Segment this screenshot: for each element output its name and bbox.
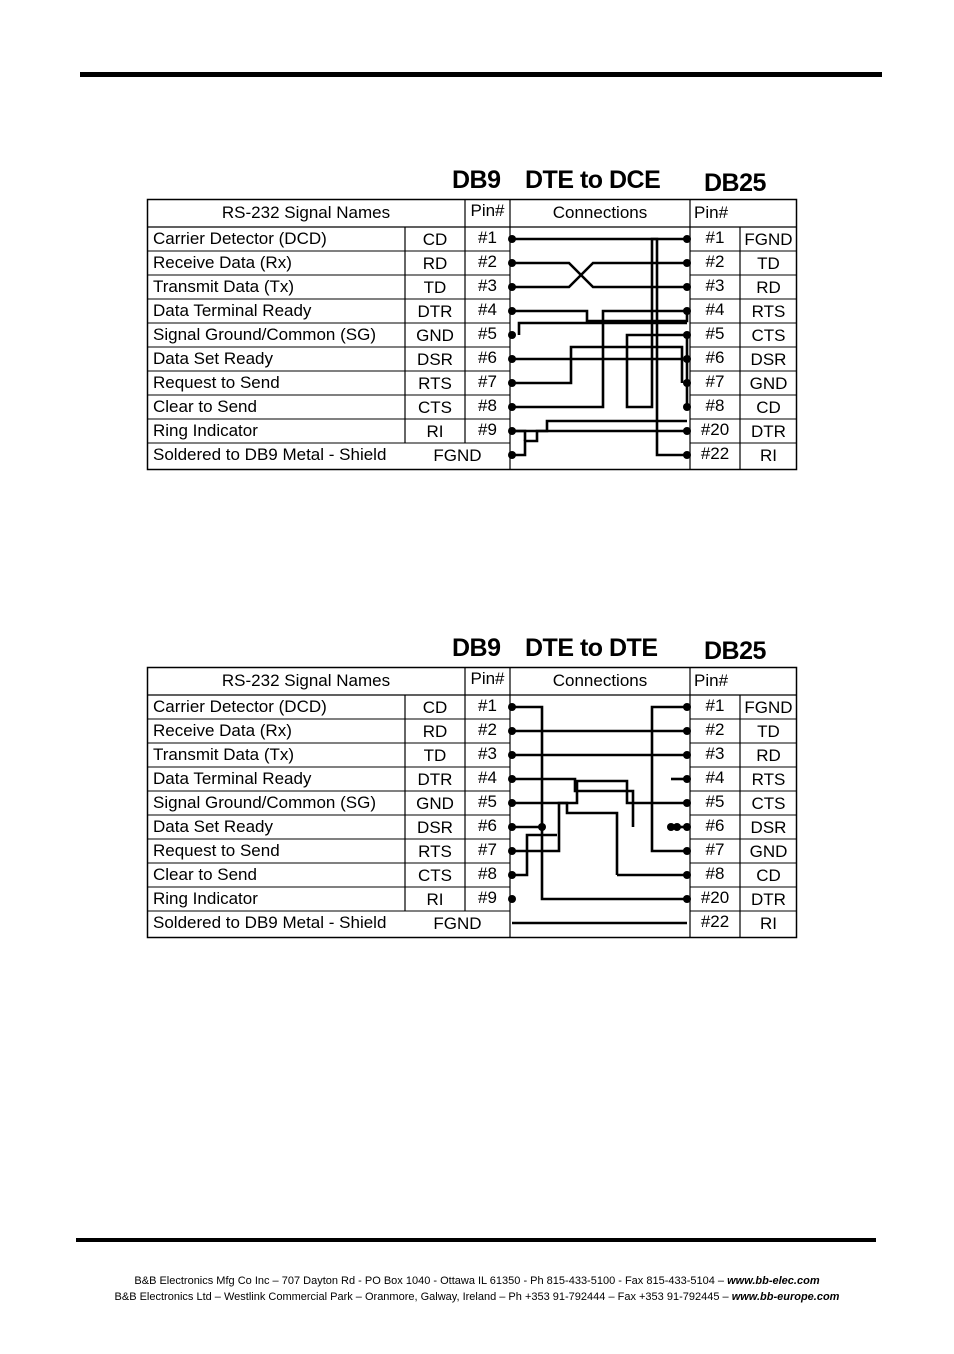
db25-pin: #3 — [705, 744, 725, 763]
db9-pin: #2 — [478, 720, 497, 739]
signal-name: Data Set Ready — [153, 817, 274, 836]
signal-abbr: GND — [416, 326, 454, 345]
db9-pin: #5 — [478, 792, 497, 811]
db25-signal: FGND — [744, 698, 793, 717]
db25-pin: #22 — [700, 444, 730, 463]
dce-title-db9: DB9 — [452, 166, 501, 194]
db25-signal: GND — [749, 374, 788, 393]
header-signal-names: RS-232 Signal Names — [221, 203, 391, 222]
db25-signal: DSR — [750, 818, 787, 837]
db25-signal: DSR — [750, 350, 787, 369]
db9-pin: #3 — [478, 276, 497, 295]
signal-abbr: DTR — [417, 770, 453, 789]
db9-pin: #4 — [478, 300, 497, 319]
db9-pin: #8 — [478, 864, 497, 883]
signal-name: Request to Send — [153, 373, 280, 392]
db25-pin: #7 — [705, 840, 725, 859]
signal-name: Carrier Detector (DCD) — [153, 697, 327, 716]
signal-name: Receive Data (Rx) — [153, 253, 292, 272]
db25-pin: #6 — [705, 816, 725, 835]
header-pin: Pin# — [470, 669, 505, 688]
signal-abbr: CTS — [418, 866, 452, 885]
signal-abbr: RTS — [418, 374, 452, 393]
signal-abbr: DTR — [417, 302, 453, 321]
connection-wire — [512, 835, 557, 875]
signal-name: Clear to Send — [153, 865, 257, 884]
signal-abbr: CD — [422, 230, 448, 249]
db25-pin: #2 — [705, 252, 725, 271]
footer-line-2 — [0, 1289, 954, 1305]
signal-name: Soldered to DB9 Metal - Shield — [153, 913, 387, 932]
footer-link-us[interactable]: www.bb-elec.com — [727, 1275, 820, 1287]
db25-pin: #8 — [705, 396, 725, 415]
signal-name: Transmit Data (Tx) — [153, 277, 295, 296]
signal-name: Carrier Detector (DCD) — [153, 229, 327, 248]
bottom-rule — [76, 1238, 876, 1242]
db9-pin: #5 — [478, 324, 497, 343]
db25-signal: CTS — [751, 326, 786, 345]
db25-pin: #20 — [700, 888, 730, 907]
signal-abbr: DSR — [417, 350, 453, 369]
db25-signal: DTR — [751, 422, 786, 441]
db25-signal: FGND — [744, 230, 793, 249]
connection-wire — [512, 263, 687, 287]
db25-pin: #7 — [705, 372, 725, 391]
signal-abbr: CD — [422, 698, 448, 717]
connection-wire — [512, 311, 687, 321]
db25-signal: RI — [760, 446, 777, 465]
db25-signal: GND — [749, 842, 788, 861]
signal-abbr: RI — [426, 890, 444, 909]
header-connections: Connections — [552, 671, 648, 690]
dte-title-db9: DB9 — [452, 634, 501, 662]
dte-to-dte-diagram — [147, 667, 797, 997]
db25-pin: #8 — [705, 864, 725, 883]
db25-pin: #20 — [700, 420, 730, 439]
db9-pin: #4 — [478, 768, 497, 787]
signal-abbr: RD — [422, 722, 448, 741]
signal-name: Ring Indicator — [153, 421, 258, 440]
signal-name: Data Terminal Ready — [153, 769, 312, 788]
db25-pin: #4 — [705, 300, 725, 319]
db9-pin: #8 — [478, 396, 497, 415]
db25-pin: #5 — [705, 324, 725, 343]
connection-wire — [512, 421, 687, 431]
db25-signal: RTS — [751, 770, 786, 789]
signal-name: Soldered to DB9 Metal - Shield — [153, 445, 387, 464]
db9-pin: #1 — [478, 228, 497, 247]
db9-pin: #6 — [478, 348, 497, 367]
db9-pin: #7 — [478, 840, 497, 859]
db9-pin: #7 — [478, 372, 497, 391]
db25-signal: RD — [756, 278, 781, 297]
footer-address-us: B&B Electronics Mfg Co Inc – 707 Dayton Rd - PO Box 1040 - Ottawa IL 61350 - Ph 815-433-5100 - Fax 815-433-5104 – — [134, 1275, 728, 1287]
signal-name: Clear to Send — [153, 397, 257, 416]
db25-pin: #3 — [705, 276, 725, 295]
header-connections: Connections — [552, 203, 648, 222]
db25-signal: CD — [756, 398, 781, 417]
signal-abbr: RI — [426, 422, 444, 441]
signal-name: Receive Data (Rx) — [153, 721, 292, 740]
db25-pin: #22 — [700, 912, 730, 931]
signal-name: Ring Indicator — [153, 889, 258, 908]
db25-signal: CTS — [751, 794, 786, 813]
db25-pin: #5 — [705, 792, 725, 811]
db25-signal: TD — [757, 722, 780, 741]
signal-name: Data Set Ready — [153, 349, 274, 368]
connection-wire — [512, 431, 687, 455]
db9-pin: #6 — [478, 816, 497, 835]
db25-signal: RTS — [751, 302, 786, 321]
signal-abbr: CTS — [418, 398, 452, 417]
signal-name: Transmit Data (Tx) — [153, 745, 295, 764]
footer-address-eu: B&B Electronics Ltd – Westlink Commercial Park – Oranmore, Galway, Ireland – Ph +353 91-792444 – Fax +353 91-792445 – — [114, 1291, 732, 1303]
db25-pin: #4 — [705, 768, 725, 787]
signal-abbr: RD — [422, 254, 448, 273]
db25-pin: #6 — [705, 348, 725, 367]
header-pin: Pin# — [470, 201, 505, 220]
junction-dot — [538, 823, 546, 831]
dte-title-db25: DB25 — [704, 637, 766, 665]
header-db25-pin: Pin# — [694, 671, 729, 690]
signal-abbr: TD — [423, 278, 447, 297]
dte-to-dce-diagram — [147, 199, 797, 529]
db25-pin: #1 — [705, 228, 725, 247]
dce-title-db25: DB25 — [704, 169, 766, 197]
junction-dot — [673, 823, 681, 831]
db25-pin: #2 — [705, 720, 725, 739]
footer-link-eu[interactable]: www.bb-europe.com — [731, 1291, 840, 1303]
connection-wire — [512, 263, 687, 287]
db25-signal: RI — [760, 914, 777, 933]
top-rule — [80, 72, 882, 77]
signal-abbr: TD — [423, 746, 447, 765]
db25-signal: TD — [757, 254, 780, 273]
dte-title-center: DTE to DTE — [525, 634, 658, 662]
signal-name: Signal Ground/Common (SG) — [153, 793, 376, 812]
signal-name: Data Terminal Ready — [153, 301, 312, 320]
signal-abbr: FGND — [433, 446, 482, 465]
signal-name: Signal Ground/Common (SG) — [153, 325, 376, 344]
signal-abbr: RTS — [418, 842, 452, 861]
signal-abbr: DSR — [417, 818, 453, 837]
db9-pin: #1 — [478, 696, 497, 715]
signal-name: Request to Send — [153, 841, 280, 860]
db25-signal: RD — [756, 746, 781, 765]
db9-pin: #9 — [478, 888, 497, 907]
db25-signal: CD — [756, 866, 781, 885]
signal-abbr: GND — [416, 794, 454, 813]
db25-signal: DTR — [751, 890, 786, 909]
signal-abbr: FGND — [433, 914, 482, 933]
db25-pin: #1 — [705, 696, 725, 715]
footer-line-1 — [0, 1273, 954, 1289]
db9-pin: #2 — [478, 252, 497, 271]
db9-pin: #3 — [478, 744, 497, 763]
dce-title-center: DTE to DCE — [525, 166, 661, 194]
header-signal-names: RS-232 Signal Names — [221, 671, 391, 690]
header-db25-pin: Pin# — [694, 203, 729, 222]
db9-pin: #9 — [478, 420, 497, 439]
